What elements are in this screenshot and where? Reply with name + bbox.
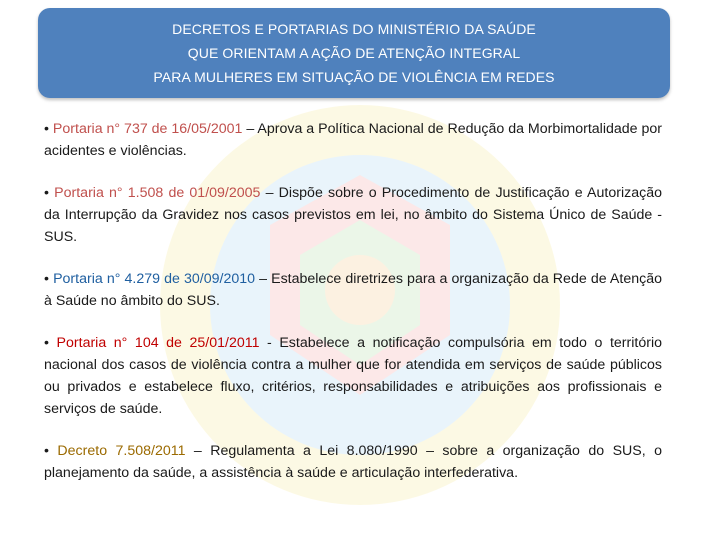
item-reference: Portaria n° 737 de 16/05/2001 — [52, 121, 243, 137]
item-reference: Portaria n° 104 de 25/01/2011 — [56, 335, 260, 351]
list-item — [44, 440, 662, 484]
list-item — [44, 118, 662, 162]
item-description: – Regulamenta a Lei 8.080/1990 – sobre a organização do SUS, o planejamento da saúde, a assistência à saúde e articulação interfederativa. — [44, 443, 663, 481]
title-line-2: QUE ORIENTAM A AÇÃO DE ATENÇÃO INTEGRAL — [187, 45, 521, 61]
item-description: – Aprova a Política Nacional de Redução da Morbimortalidade por acidentes e violências. — [44, 121, 662, 159]
bullet: • — [44, 443, 49, 459]
title-line-3: PARA MULHERES EM SITUAÇÃO DE VIOLÊNCIA EM REDES — [153, 69, 555, 85]
item-reference: Decreto 7.508/2011 — [57, 443, 186, 459]
bullet: • — [44, 335, 49, 351]
bullet: • — [44, 271, 49, 287]
decree-list — [44, 118, 662, 504]
item-description: – Dispõe sobre o Procedimento de Justificação e Autorização da Interrupção da Gravidez nos casos previstos em lei, no âmbito do Sistema Único de Saúde - SUS. — [44, 185, 662, 245]
list-item — [44, 268, 662, 312]
item-description: - Estabelece a notificação compulsória em todo o território nacional dos casos de violência contra a mulher que for atendida em serviços de saúde públicos ou privados e estabelece fluxo, critérios, responsabilidades e atribuições aos profissionais e serviços de saúde. — [44, 335, 662, 417]
item-reference: Portaria n° 1.508 de 01/09/2005 — [54, 185, 261, 201]
bullet: • — [44, 121, 49, 137]
item-description: – Estabelece diretrizes para a organização da Rede de Atenção à Saúde no âmbito do SUS. — [44, 271, 662, 309]
item-reference: Portaria n° 4.279 de 30/09/2010 — [53, 271, 256, 287]
title-line-1: DECRETOS E PORTARIAS DO MINISTÉRIO DA SAÚDE — [172, 21, 536, 37]
list-item — [44, 182, 662, 248]
bullet: • — [44, 185, 49, 201]
title-banner — [38, 8, 670, 98]
list-item — [44, 332, 662, 420]
